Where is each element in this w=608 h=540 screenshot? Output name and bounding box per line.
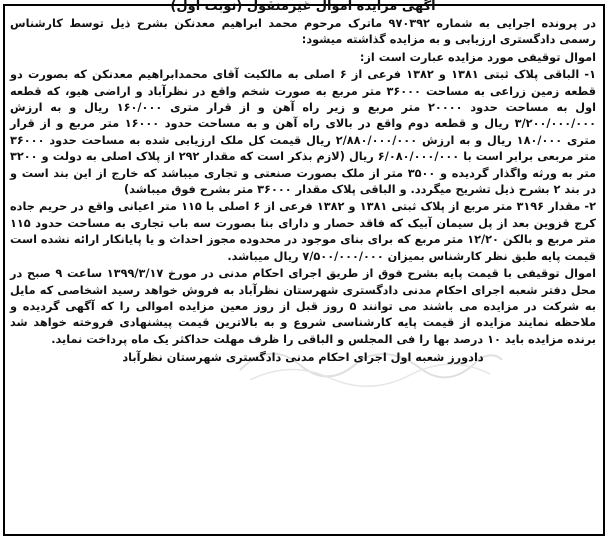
- subject-heading: اموال توقیفی مورد مزایده عبارت است از:: [359, 50, 596, 64]
- item-2-description: ۲- مقدار ۳۱۹۶ متر مربع از پلاک ثبتی ۱۳۸۱ و ۱۳۸۲ فرعی از ۶ اصلی با ۱۱۵ متر اعیانی واقع در حریم جاده کرج قزوین بعد از پل سیمان آبیک که فاقد حصار و دارای بنا بصورت سه باب تجاری به مساحت حدود ۱۱۵ متر مربع و بالکن ۱۲/۲۰ متر مربع که برای بنای موجود در محدوده مجوز احداث و یا پایانکار ارائه نشده است قیمت پایه طبق نظر کارشناس بمیزان ۷/۵۰۰/۰۰۰/۰۰۰ ریال میباشد.: [10, 200, 596, 263]
- notice-text: [10, 0, 596, 366]
- auction-terms: اموال توقیفی با قیمت پایه بشرح فوق از طریق اجرای احکام مدنی در مورخ ۱۳۹۹/۳/۱۷ ساعت ۹ صبح در محل دفتر شعبه اجرای احکام مدنی دادگستری شهرستان نظرآباد به فروش خواهد رسید اشخاصی که مایل به شرکت در مزایده می باشند می توانند ۵ روز قبل از روز معین مزایده اموالی را که آگهی گردیده و ملاحظه نمایند مزایده از قیمت پایه کارشناسی شروع و به بالاترین قیمت پیشنهادی فروخته خواهد شد برنده مزایده باید ۱۰ درصد بها را فی المجلس و الباقی را ظرف مهلت حداکثر یک ماه پرداخت نماید.: [10, 267, 596, 346]
- item-1-description: ۱- الباقی پلاک ثبتی ۱۳۸۱ و ۱۳۸۲ فرعی از ۶ اصلی به مالکیت آقای محمدابراهیم معدنکن که بصورت دو قطعه زمین زراعی به مساحت ۳۶۰۰۰ متر مربع به صورت شخم واقع در نظرآباد و اراضی هیو، که قطعه اول به مساحت حدود ۲۰۰۰۰ متر مربع و زیر راه آهن و از قرار متری ۱۶۰/۰۰۰ ریال و به ارزش ۳/۲۰۰/۰۰۰/۰۰۰ ریال و قطعه دوم واقع در بالای راه آهن و به مساحت حدود ۱۶۰۰۰ متر مربع و از قرار متری ۱۸۰/۰۰۰ ریال و به ارزش ۲/۸۸۰/۰۰۰/۰۰۰ ریال قیمت کل ملک ارزیابی شده به مساحت حدود ۳۶۰۰۰ متر مربعی برابر است با ۶/۰۸۰/۰۰۰/۰۰۰ ریال (لازم بذکر است که مقدار ۲۹۲ از پلاک اصلی به دولت و ۳۲۰۰ متر به ورثه واگذار گردیده و ۳۵۰۰ متر از ملک بصورت صنعتی و تجاری میباشد که خارج از این بند است و در بند ۲ بشرح ذیل تشریح میگردد. و الباقی پلاک مقدار ۳۶۰۰۰ متر بشرح فوق میباشد): [10, 68, 597, 197]
- notice-title: آگهی مزایده اموال غیرمنقول (نوبت اول): [170, 0, 436, 14]
- notice-intro: در پرونده اجرایی به شماره ۹۷۰۳۹۲ ماترک مرحوم محمد ابراهیم معدنکن بشرح ذیل توسط کارشناس رسمی دادگستری ارزیابی و به مزایده گذاشته میشود:: [10, 17, 596, 47]
- signature-line: دادورز شعبه اول اجرای احکام مدنی دادگستری شهرستان نظرآباد: [122, 351, 484, 365]
